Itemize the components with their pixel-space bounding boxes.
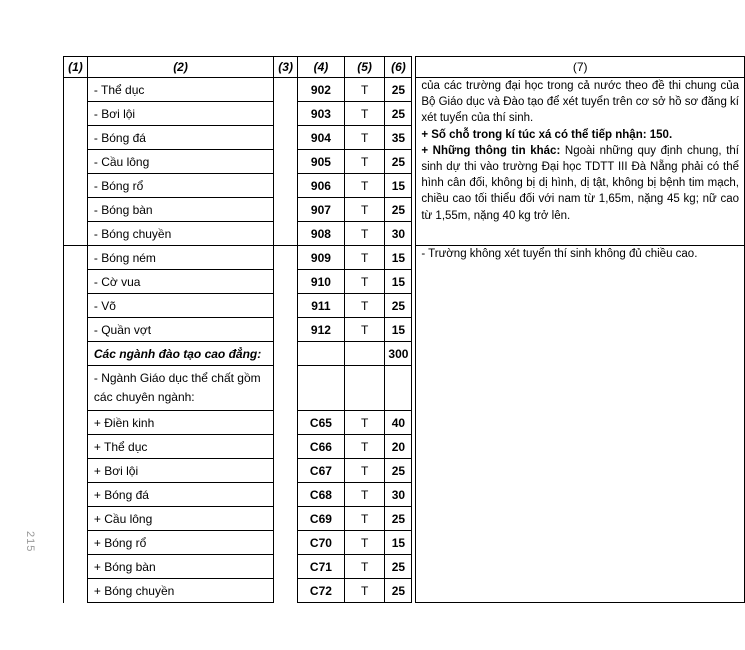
program-name: - Cầu lông [87,150,273,174]
col3-cell [274,579,298,603]
program-code: 902 [298,78,345,102]
col3-cell [274,102,298,126]
notes-other-text: Ngoài những quy định chung, thí sinh dự thi vào trường Đại học TDTT III Đà Nẵng phải có thể hình cân đối, không bị dị hình, dị tật, không bị bệnh tim mạch, chiều cao tối thiểu đối với nam từ 1,65m, nặng 45 kg; nữ cao từ 1,55m, nặng 40 kg trở lên. [421,144,739,222]
header-col-2: (2) [87,57,273,78]
header-col-4: (4) [298,57,345,78]
quota-value: 25 [385,78,412,102]
program-name: + Bóng bàn [87,555,273,579]
notes-cell-top [416,78,745,246]
quota-value: 25 [385,555,412,579]
col1-cell [64,531,88,555]
col1-cell [64,222,88,246]
program-name: + Bóng rổ [87,531,273,555]
program-code [298,366,345,411]
quota-value: 15 [385,246,412,270]
college-total-quota: 300 [385,342,412,366]
quota-value: 25 [385,198,412,222]
col1-cell [64,126,88,150]
exam-block: T [344,246,385,270]
col3-cell [274,198,298,222]
col1-cell [64,342,88,366]
program-code: C72 [298,579,345,603]
quota-value: 25 [385,459,412,483]
exam-block: T [344,78,385,102]
notes-other [421,143,739,224]
program-name: + Bóng chuyền [87,579,273,603]
col1-cell [64,435,88,459]
header-col-6: (6) [385,57,412,78]
program-code: 905 [298,150,345,174]
quota-value: 25 [385,579,412,603]
col3-cell [274,150,298,174]
program-code: 912 [298,318,345,342]
program-name: + Điền kinh [87,411,273,435]
quota-value: 25 [385,294,412,318]
header-col-1: (1) [64,57,88,78]
col1-cell [64,78,88,102]
program-name: - Bóng đá [87,126,273,150]
col1-cell [64,198,88,222]
program-code: 904 [298,126,345,150]
col3-cell [274,126,298,150]
quota-value [385,366,412,411]
quota-value: 25 [385,102,412,126]
col1-cell [64,318,88,342]
exam-block: T [344,459,385,483]
col1-cell [64,174,88,198]
exam-block: T [344,483,385,507]
exam-block: T [344,174,385,198]
col1-cell [64,507,88,531]
college-heading: Các ngành đào tạo cao đẳng: [87,342,273,366]
program-code: 910 [298,270,345,294]
quota-value: 20 [385,435,412,459]
program-code: 911 [298,294,345,318]
admissions-table [63,56,745,603]
col1-cell [64,270,88,294]
exam-block: T [344,198,385,222]
exam-block: T [344,411,385,435]
exam-block: T [344,579,385,603]
program-code: C67 [298,459,345,483]
program-code: C65 [298,411,345,435]
program-name: - Bóng rổ [87,174,273,198]
notes-other-label: + Những thông tin khác: [421,144,561,157]
program-name: - Thể dục [87,78,273,102]
program-code: C71 [298,555,345,579]
program-name: - Bóng ném [87,246,273,270]
exam-block: T [344,531,385,555]
col1-cell [64,459,88,483]
col1-cell [64,411,88,435]
col3-cell [274,294,298,318]
col3-cell [274,366,298,411]
col3-cell [274,435,298,459]
program-name: - Cờ vua [87,270,273,294]
exam-block: T [344,150,385,174]
notes-height-rule: - Trường không xét tuyển thí sinh không đủ chiều cao. [421,248,698,260]
table-row [64,78,745,102]
col1-cell [64,555,88,579]
notes-dorm: + Số chỗ trong kí túc xá có thể tiếp nhận: 150. [421,128,673,141]
program-name: - Quần vợt [87,318,273,342]
exam-block: T [344,318,385,342]
notes-cell-bottom [416,246,745,603]
quota-value: 30 [385,222,412,246]
quota-value: 15 [385,270,412,294]
exam-block: T [344,126,385,150]
program-code: C70 [298,531,345,555]
col1-cell [64,150,88,174]
exam-block: T [344,222,385,246]
col1-cell [64,246,88,270]
col3-cell [274,555,298,579]
header-col-5: (5) [344,57,385,78]
exam-block [344,342,385,366]
header-row [64,57,745,78]
program-name: + Bơi lội [87,459,273,483]
program-code: C68 [298,483,345,507]
exam-block: T [344,435,385,459]
program-name: - Võ [87,294,273,318]
program-code: 908 [298,222,345,246]
program-code: C69 [298,507,345,531]
admissions-table-page [63,56,745,603]
col3-cell [274,318,298,342]
col3-cell [274,411,298,435]
exam-block: T [344,102,385,126]
program-name: - Bóng bàn [87,198,273,222]
col3-cell [274,531,298,555]
program-code: 906 [298,174,345,198]
quota-value: 35 [385,126,412,150]
program-name: - Bóng chuyền [87,222,273,246]
program-code: 903 [298,102,345,126]
exam-block: T [344,294,385,318]
col1-cell [64,579,88,603]
quota-value: 15 [385,318,412,342]
quota-value: 30 [385,483,412,507]
program-code: 907 [298,198,345,222]
program-name: + Thể dục [87,435,273,459]
quota-value: 25 [385,507,412,531]
program-code [298,342,345,366]
exam-block: T [344,555,385,579]
program-code: 909 [298,246,345,270]
program-name: + Bóng đá [87,483,273,507]
exam-block: T [344,507,385,531]
col3-cell [274,342,298,366]
col1-cell [64,102,88,126]
exam-block: T [344,270,385,294]
col1-cell [64,294,88,318]
col3-cell [274,459,298,483]
exam-block [344,366,385,411]
table-row [64,246,745,270]
notes-intro: của các trường đại học trong cả nước theo đề thi chung của Bộ Giáo dục và Đào tạo để xét tuyển trên cơ sở hồ sơ đăng kí xét tuyển của thí sinh. [421,80,739,125]
quota-value: 25 [385,150,412,174]
program-name: - Bơi lội [87,102,273,126]
col1-cell [64,483,88,507]
col3-cell [274,78,298,102]
college-intro: - Ngành Giáo dục thể chất gồm các chuyên ngành: [87,366,273,411]
col3-cell [274,483,298,507]
program-code: C66 [298,435,345,459]
col3-cell [274,507,298,531]
quota-value: 15 [385,174,412,198]
col3-cell [274,174,298,198]
col3-cell [274,222,298,246]
header-col-3: (3) [274,57,298,78]
quota-value: 15 [385,531,412,555]
header-col-7: (7) [416,57,745,78]
col3-cell [274,270,298,294]
quota-value: 40 [385,411,412,435]
program-name: + Cầu lông [87,507,273,531]
col3-cell [274,246,298,270]
page-number: 215 [24,531,36,553]
col1-cell [64,366,88,411]
